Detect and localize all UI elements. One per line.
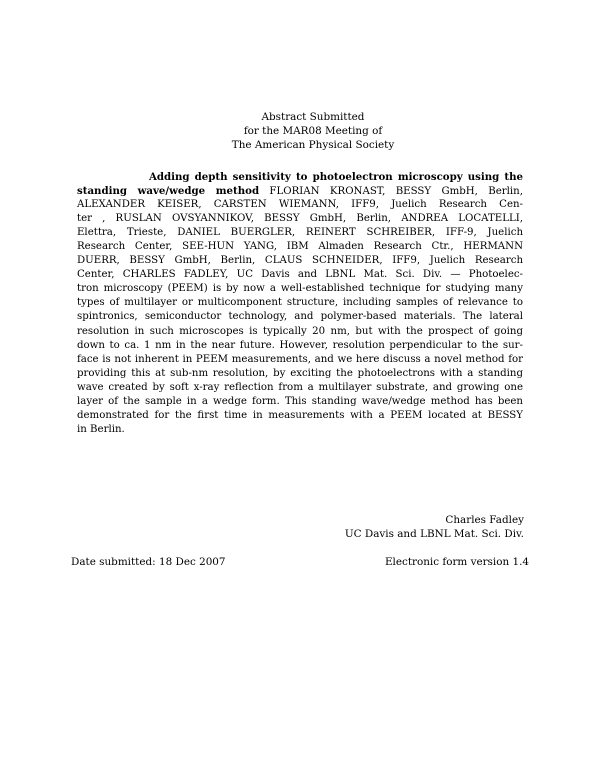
abstract-line <box>77 395 523 409</box>
abstract-line <box>77 367 523 381</box>
abstract-line <box>77 325 523 339</box>
abstract-title-text: standing wave/wedge method <box>77 185 260 198</box>
abstract-text: Research Center, SEE-HUN YANG, IBM Almaden Research Ctr., HERMANN <box>77 241 523 253</box>
abstract-line <box>77 296 523 310</box>
abstract-text: spintronics, semiconductor technology, and polymer-based materials. The lateral <box>77 311 523 323</box>
abstract-text: providing this at sub-nm resolution, by exciting the photoelectrons with a standing <box>77 367 523 379</box>
abstract-line <box>77 170 523 184</box>
signature-name: Charles Fadley <box>445 514 524 526</box>
abstract-text: demonstrated for the first time in measurements with a PEEM located at BESSY <box>77 409 523 421</box>
header-line-1: Abstract Submitted <box>261 111 365 123</box>
abstract-text: types of multilayer or multicomponent structure, including samples of relevance to <box>77 297 523 309</box>
signature-affiliation: UC Davis and LBNL Mat. Sci. Div. <box>344 528 524 540</box>
abstract-line <box>77 226 523 240</box>
signature-block <box>345 513 524 541</box>
abstract-text: Elettra, Trieste, DANIEL BUERGLER, REINERT SCHREIBER, IFF-9, Juelich <box>77 227 523 239</box>
abstract-text: FLORIAN KRONAST, BESSY GmbH, Berlin, <box>259 186 523 198</box>
abstract-line <box>77 254 523 268</box>
abstract-text: Center, CHARLES FADLEY, UC Davis and LBNL Mat. Sci. Div. — Photoelec- <box>77 269 523 281</box>
abstract-text: wave created by soft x-ray reflection from a multilayer substrate, and growing one <box>77 381 523 393</box>
abstract-text: down to ca. 1 nm in the near future. However, resolution perpendicular to the sur- <box>77 339 523 351</box>
abstract-text: resolution in such microscopes is typically 20 nm, but with the prospect of going <box>77 325 523 337</box>
form-version: Electronic form version 1.4 <box>384 556 529 568</box>
abstract-line <box>77 282 523 296</box>
abstract-text: in Berlin. <box>77 423 125 435</box>
abstract-text: face is not inherent in PEEM measurements, and we here discuss a novel method for <box>77 353 523 365</box>
abstract-line <box>77 381 523 395</box>
abstract-text: ALEXANDER KEISER, CARSTEN WIEMANN, IFF9, Juelich Research Cen- <box>77 199 523 211</box>
abstract-line <box>77 212 523 226</box>
abstract-line <box>77 198 523 212</box>
abstract-line <box>77 409 523 423</box>
abstract-line <box>77 339 523 353</box>
abstract-line <box>77 353 523 367</box>
abstract-line <box>77 240 523 254</box>
abstract-text: layer of the sample in a wedge form. This standing wave/wedge method has been <box>77 395 523 407</box>
abstract-text: DUERR, BESSY GmbH, Berlin, CLAUS SCHNEIDER, IFF9, Juelich Research <box>77 255 523 267</box>
header-line-3: The American Physical Society <box>231 139 395 151</box>
abstract-body <box>77 170 523 437</box>
abstract-line <box>77 423 523 437</box>
abstract-text: ter , RUSLAN OVSYANNIKOV, BESSY GmbH, Berlin, ANDREA LOCATELLI, <box>77 213 523 225</box>
abstract-line <box>77 310 523 324</box>
abstract-line <box>77 184 523 198</box>
abstract-header <box>0 110 600 152</box>
date-submitted: Date submitted: 18 Dec 2007 <box>71 556 226 568</box>
abstract-text: tron microscopy (PEEM) is by now a well-established technique for studying many <box>77 283 523 295</box>
abstract-line <box>77 268 523 282</box>
abstract-title-text: Adding depth sensitivity to photoelectron microscopy using the <box>149 171 523 183</box>
header-line-2: for the MAR08 Meeting of <box>243 125 383 137</box>
